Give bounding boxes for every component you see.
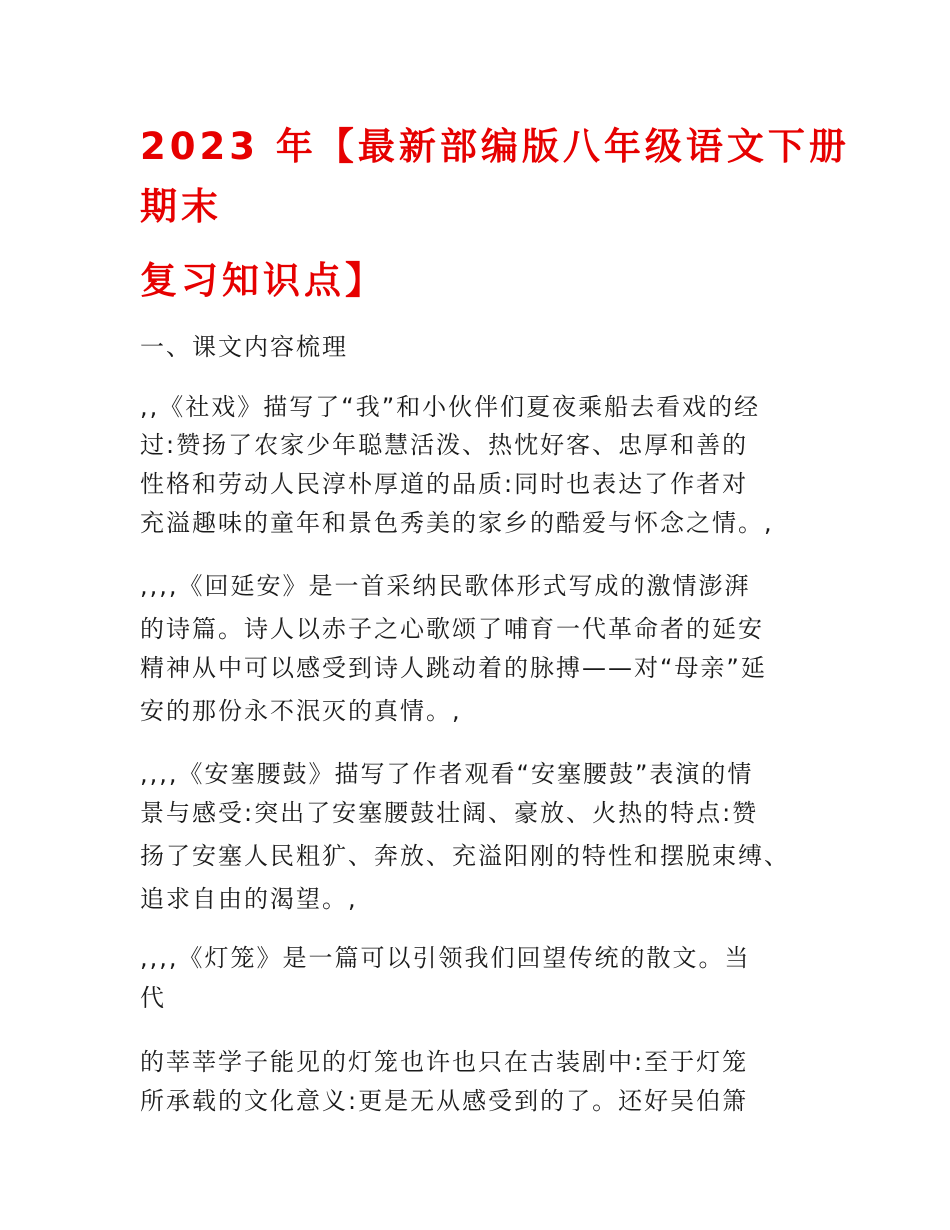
paragraph-2-line-1: ,,,,《回延安》是一首采纳民歌体形式写成的激情澎湃 bbox=[140, 572, 751, 600]
paragraph-3-line-2: 景与感受:突出了安塞腰鼓壮阔、豪放、火热的特点:赞 bbox=[140, 799, 759, 827]
paragraph-2-line-2: 的诗篇。诗人以赤子之心歌颂了哺育一代革命者的延安 bbox=[140, 615, 764, 643]
paragraph-1-line-2: 过:赞扬了农家少年聪慧活泼、热忱好客、忠厚和善的 bbox=[140, 431, 749, 459]
paragraph-3-line-1: ,,,,《安塞腰鼓》描写了作者观看“安塞腰鼓”表演的情 bbox=[140, 760, 754, 788]
document-title-line-3: 复习知识点】 bbox=[140, 259, 386, 302]
paragraph-4-line-2: 代 bbox=[140, 984, 166, 1012]
paragraph-5-line-1: 的莘莘学子能见的灯笼也许也只在古装剧中:至于灯笼 bbox=[140, 1048, 749, 1076]
document-title-line-2: 期末 bbox=[140, 185, 222, 228]
paragraph-3-line-4: 追求自由的渴望。, bbox=[140, 885, 358, 913]
paragraph-4-line-1: ,,,,《灯笼》是一篇可以引领我们回望传统的散文。当 bbox=[140, 944, 751, 972]
document-title-line-1: 2023 年【最新部编版八年级语文下册 bbox=[140, 125, 850, 168]
paragraph-1-line-1: ,,《社戏》描写了“我”和小伙伴们夏夜乘船去看戏的经 bbox=[140, 393, 761, 421]
paragraph-2-line-4: 安的那份永不泯灭的真情。, bbox=[140, 697, 462, 725]
paragraph-2-line-3: 精神从中可以感受到诗人跳动着的脉搏——对“母亲”延 bbox=[140, 654, 767, 682]
paragraph-3-line-3: 扬了安塞人民粗犷、奔放、充溢阳刚的特性和摆脱束缚、 bbox=[140, 842, 790, 870]
section-heading: 一、课文内容梳理 bbox=[140, 333, 348, 361]
paragraph-5-line-2: 所承载的文化意义:更是无从感受到的了。还好吴伯箫 bbox=[140, 1087, 749, 1115]
paragraph-1-line-3: 性格和劳动人民淳朴厚道的品质:同时也表达了作者对 bbox=[140, 470, 749, 498]
paragraph-1-line-4: 充溢趣味的童年和景色秀美的家乡的酷爱与怀念之情。, bbox=[140, 509, 774, 537]
